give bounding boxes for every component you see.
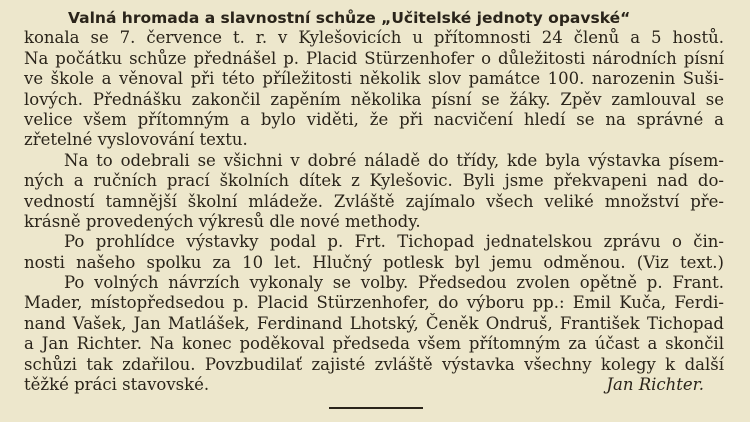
text-line: Na počátku schůze přednášel p. Placid Stürzenhofer o důležitosti národních písní — [24, 48, 724, 68]
text-line: ve škole a věnoval při této příležitosti několik slov památce 100. narozenin Suši- — [24, 69, 724, 89]
article-title: Valná hromada a slavnostní schůze „Učitelské jednoty opavské“ — [68, 9, 631, 27]
end-rule — [329, 407, 423, 409]
text-line: krásně provedených výkresů dle nové methody. — [24, 211, 421, 231]
text-line: Po volných návrzích vykonaly se volby. Předsedou zvolen opětně p. Frant. — [64, 273, 724, 293]
paragraph-3 — [24, 232, 724, 273]
text-line: konala se 7. července t. r. v Kylešovicích u přítomnosti 24 členů a 5 hostů. — [24, 28, 724, 48]
text-line: zřetelné vyslovování textu. — [24, 130, 248, 150]
author-signature: Jan Richter. — [606, 375, 704, 395]
paragraph-2 — [24, 151, 724, 233]
text-line: velice všem přítomným a bylo viděti, že při nacvičení hledí se na správné a — [24, 109, 724, 129]
closing-line — [24, 375, 724, 395]
text-line: schůzi tak zdařilou. Povzbudilať zajisté zvláště výstavka všechny kolegy k další — [24, 354, 724, 374]
text-line: Mader, místopředsedou p. Placid Stürzenhofer, do výboru pp.: Emil Kuča, Ferdi- — [24, 293, 724, 313]
text-line: a Jan Richter. Na konec poděkoval předseda všem přítomným za účast a skončil — [24, 334, 724, 354]
paragraph-1 — [24, 28, 724, 150]
text-line: nand Vašek, Jan Matlášek, Ferdinand Lhotský, Čeněk Ondruš, František Tichopad — [24, 313, 724, 333]
text-line: Po prohlídce výstavky podal p. Frt. Tichopad jednatelskou zprávu o čin- — [64, 232, 724, 252]
text-line: lových. Přednášku zakončil zapěním několika písní se žáky. Zpěv zamlouval se — [24, 89, 724, 109]
text-line: vedností tamnější školní mládeže. Zvláště zajímalo všech veliké množství pře- — [24, 191, 724, 211]
text-line: těžké práci stavovské. — [24, 375, 210, 395]
text-line: ných a ručních prací školních dítek z Kylešovic. Byli jsme překvapeni nad do- — [24, 171, 724, 191]
paragraph-4 — [24, 273, 724, 395]
text-line: Na to odebrali se všichni v dobré náladě do třídy, kde byla výstavka písem- — [64, 150, 724, 170]
text-line: nosti našeho spolku za 10 let. Hlučný potlesk byl jemu odměnou. (Viz text.) — [24, 252, 724, 272]
